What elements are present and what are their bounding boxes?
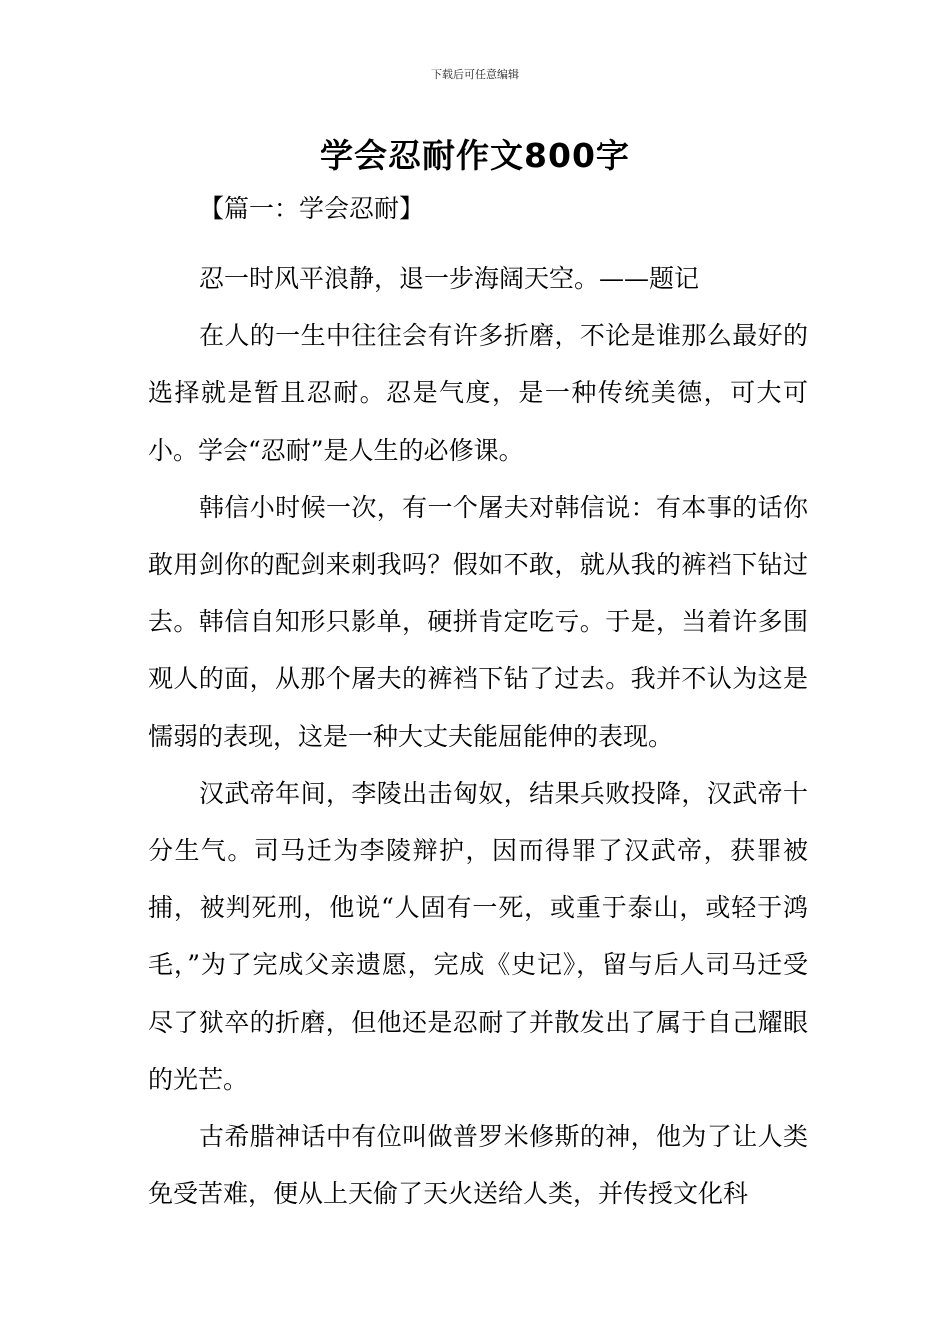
document-title: 学会忍耐作文800字: [320, 136, 630, 175]
epigraph-paragraph: 忍一时风平浪静，退一步海阔天空。——题记: [199, 264, 700, 293]
body-paragraph: 韩信小时候一次，有一个屠夫对韩信说：有本事的话你敢用剑你的配剑来刺我吗？假如不敢，就从我的裤裆下钻过去。韩信自知形只影单，硬拼肯定吃亏。于是，当着许多围观人的面，从那个屠夫的裤裆下钻了过去。我并不认为这是懦弱的表现，这是一种大丈夫能屈能伸的表现。: [148, 492, 808, 751]
article-body: [148, 250, 808, 1222]
body-paragraph: 在人的一生中往往会有许多折磨，不论是谁那么最好的选择就是暂且忍耐。忍是气度，是一种传统美德，可大可小。学会“忍耐”是人生的必修课。: [148, 321, 808, 465]
section-heading: 【篇一：学会忍耐】: [199, 194, 425, 223]
header-note: 下载后可任意编辑: [431, 68, 519, 81]
body-paragraph: 汉武帝年间，李陵出击匈奴，结果兵败投降，汉武帝十分生气。司马迁为李陵辩护，因而得罪了汉武帝，获罪被捕，被判死刑，他说“人固有一死，或重于泰山，或轻于鸿毛，”为了完成父亲遗愿，完成《史记》，留与后人司马迁受尽了狱卒的折磨，但他还是忍耐了并散发出了属于自己耀眼的光芒。: [148, 778, 808, 1094]
body-paragraph: 古希腊神话中有位叫做普罗米修斯的神，他为了让人类免受苦难，便从上天偷了天火送给人类，并传授文化科: [148, 1122, 808, 1209]
